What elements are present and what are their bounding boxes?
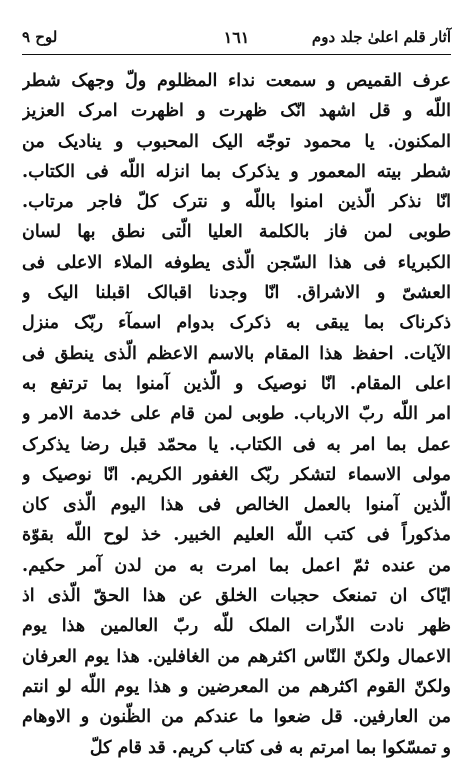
text-line: ولکنّ القوم اکثرهم من المعرضین و هذا یوم اللّه لو انتم <box>22 676 451 697</box>
text-line: مولی الاسماء لتشکر ربّک الغفور الکریم. انّا نوصیک و <box>22 464 451 485</box>
text-line: طوبی لمن فاز بالکلمة العلیا الّتی نطق بها لسان <box>22 222 451 243</box>
text-line: ظهر نادت الذّرات الملک للّه ربّ العالمین هذا یوم <box>22 616 451 637</box>
page-header <box>22 28 451 54</box>
text-line: من عنده ثمّ اعمل بما امرت به من لدن آمر حکیم. <box>22 555 451 576</box>
text-line: ایّاک ان تمنعک حجبات الخلق عن هذا الحقّ الّذی اذ <box>22 586 451 607</box>
text-line: الکبریاء فی هذا السّجن الّذی یطوفه الملاء الاعلی فی <box>22 252 451 273</box>
text-line: ذکرناک بما یبقی به ذکرک بدوام اسمآء ربّک منزل <box>22 313 451 334</box>
text-line: الاعمال ولکنّ النّاس اکثرهم من الغافلین. هذا یوم العرفان <box>22 646 451 667</box>
text-line: اللّه و قل اشهد انّک ظهرت و اظهرت امرک العزیز <box>22 101 451 122</box>
text-line: الّذین آمنوا بالعمل الخالص فی هذا الیوم الّذی کان <box>22 495 451 516</box>
text-line: العشیّ و الاشراق. انّا وجدنا اقبالک اقبلنا الیک و <box>22 283 451 304</box>
text-line: مذکوراً فی کتب اللّه العلیم الخبیر. خذ لوح اللّه بقوّة <box>22 525 451 546</box>
text-line: اعلی المقام. انّا نوصیک و الّذین آمنوا بما ترتفع به <box>22 373 451 394</box>
body-text <box>22 66 451 763</box>
text-line: الآیات. احفظ هذا المقام بالاسم الاعظم الّذی ینطق فی <box>22 343 451 364</box>
book-title: آثار قلم اعلیٰ جلد دوم <box>311 28 451 46</box>
text-line: المکنون. یا محمود توجّه الیک المحبوب و ینادیک من <box>22 131 451 152</box>
text-line: شطر بیته المعمور و یذکرک بما انزله اللّه فی الکتاب. <box>22 161 451 182</box>
text-line: و تمسّکوا بما امرتم به فی کتاب کریم. قد قام کلّ <box>89 737 451 758</box>
text-line: انّا نذکر الّذین امنوا باللّه و نترک کلّ فاجر مرتاب. <box>22 192 451 213</box>
tablet-label: لوح ۹ <box>22 28 58 46</box>
text-line: عرف القمیص و سمعت نداء المظلوم ولّ وجهک شطر <box>22 71 451 91</box>
text-line: من العارفین. قل ضعوا ما عندکم من الظّنون و الاوهام <box>22 707 451 728</box>
page-number: ١٦١ <box>223 28 250 47</box>
text-line: امر اللّه ربّ الارباب. طوبی لمن قام علی خدمة الامر و <box>22 404 451 425</box>
header-rule <box>22 54 451 55</box>
text-line: عمل بما امر به فی الکتاب. یا محمّد قبل رضا یذکرک <box>22 434 451 455</box>
